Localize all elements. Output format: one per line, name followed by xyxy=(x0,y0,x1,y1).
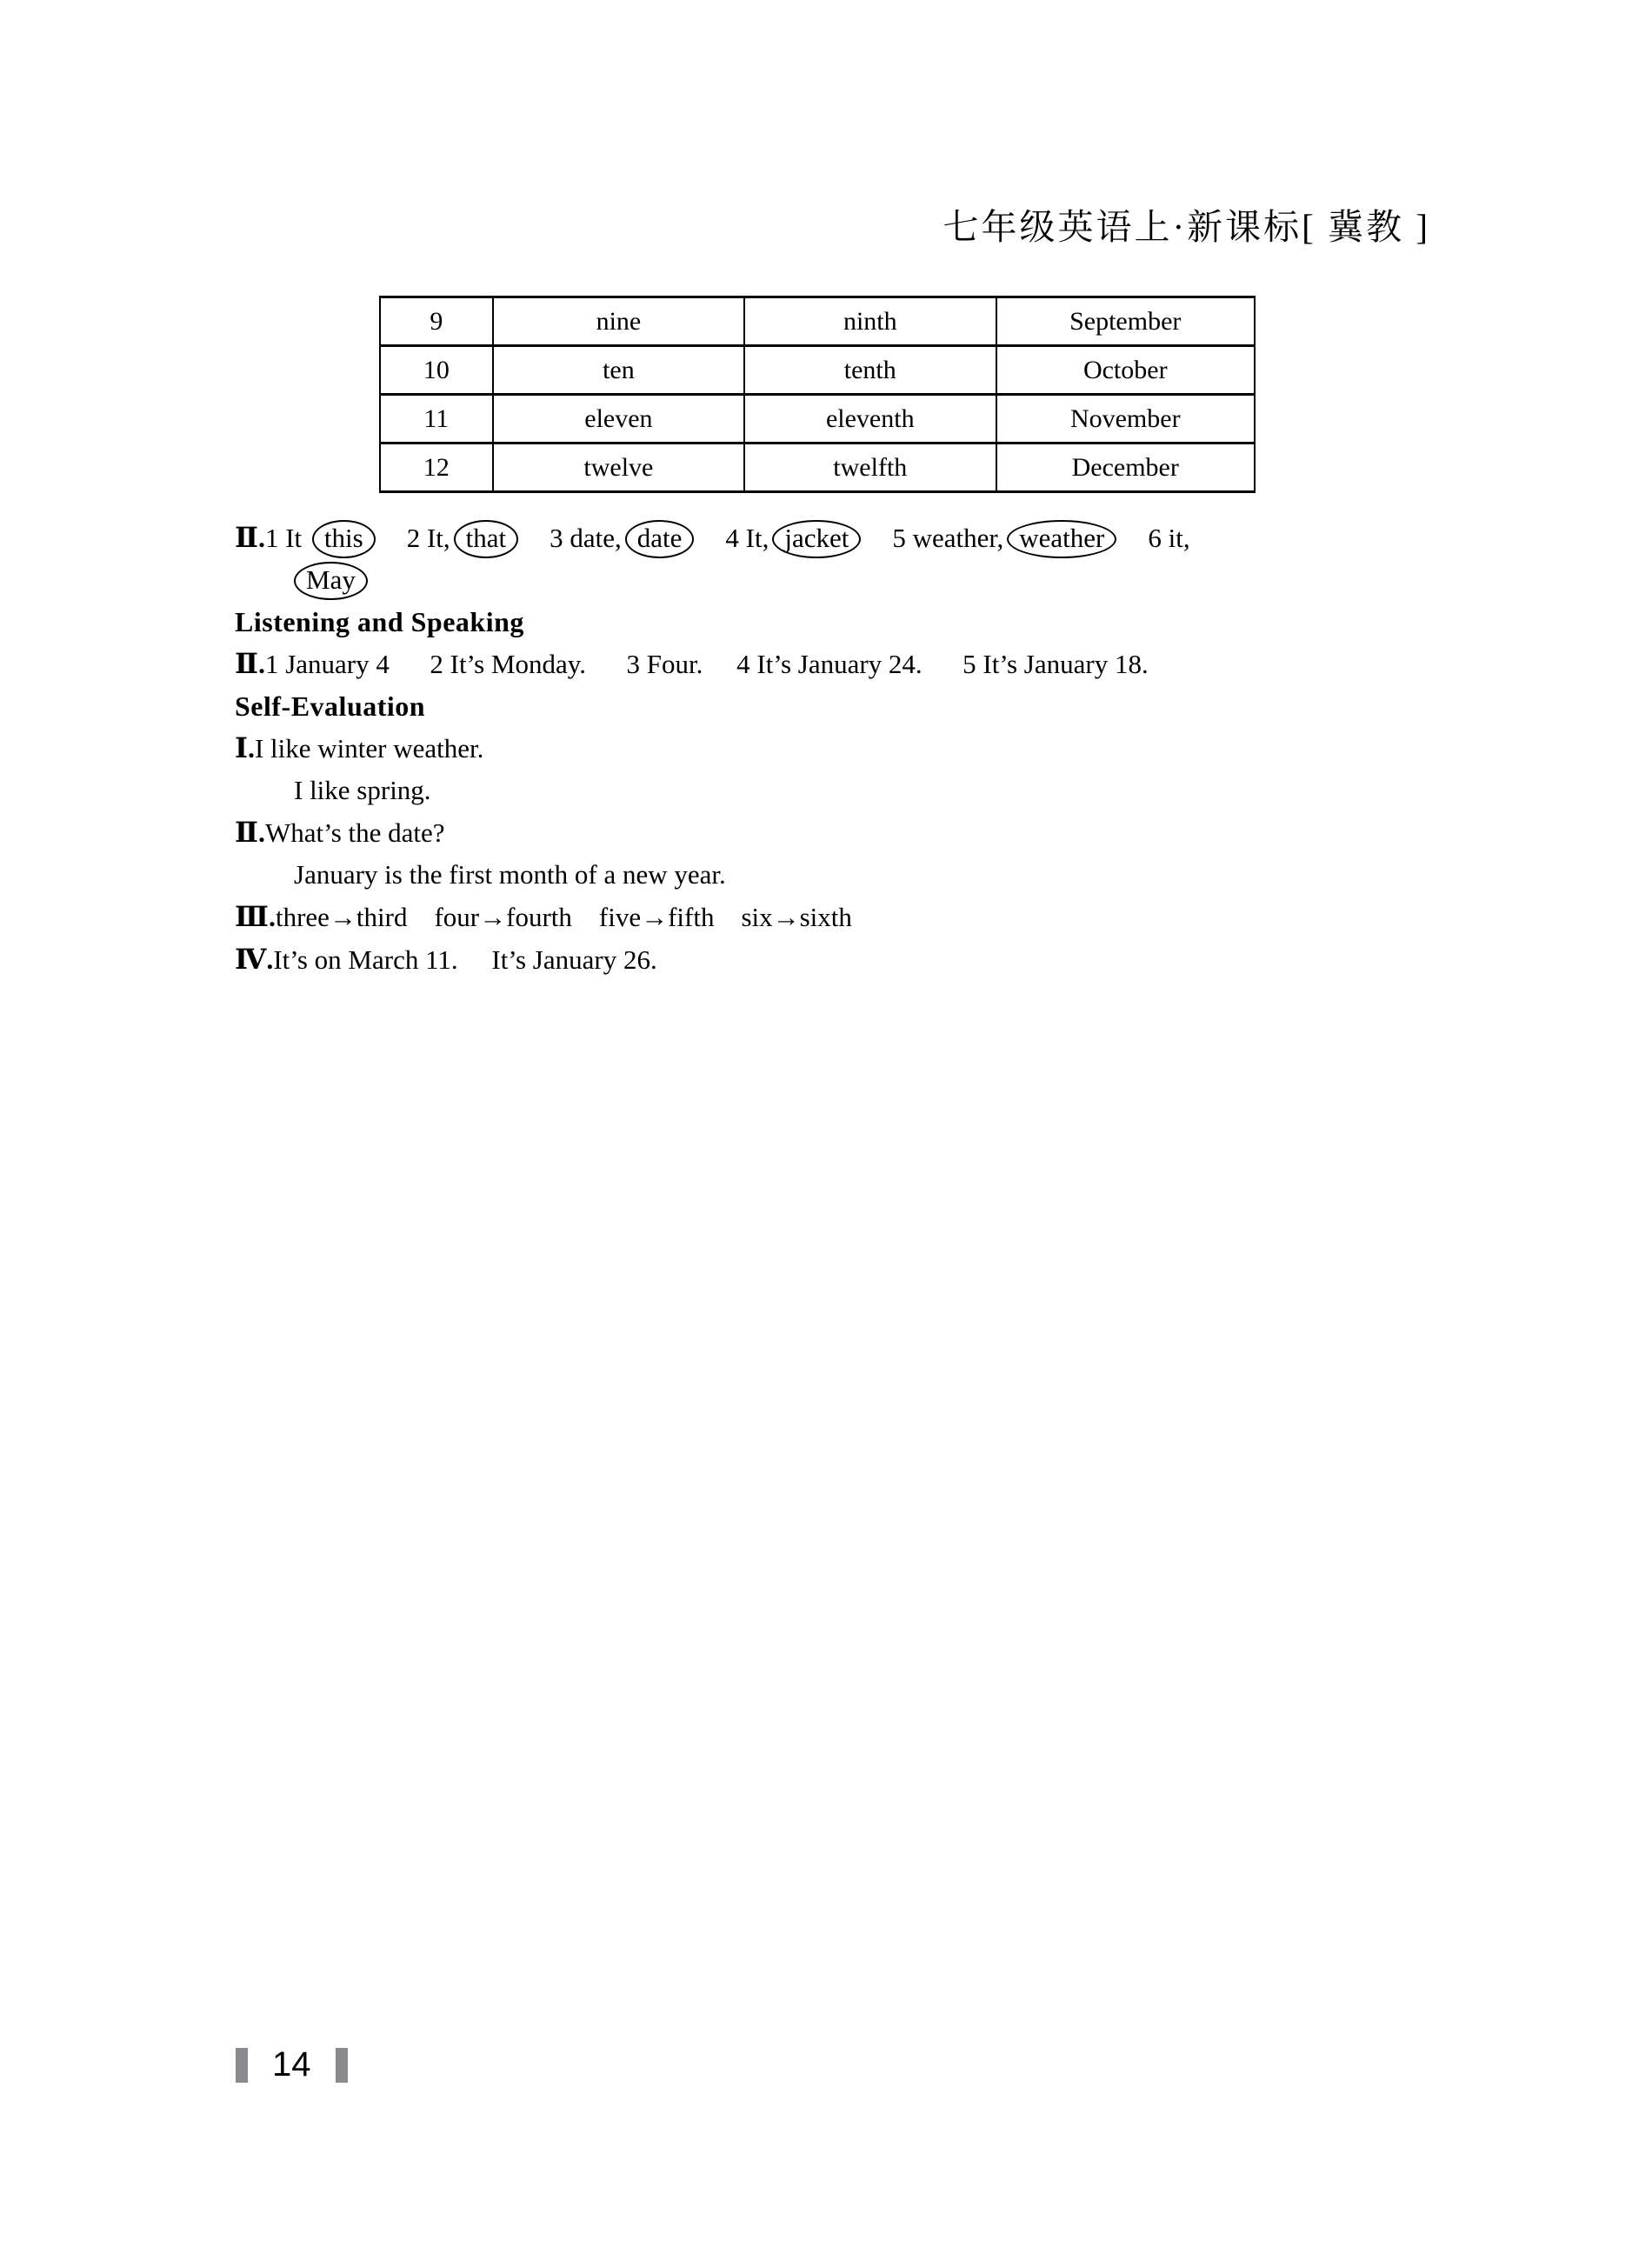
fill-item-text: 4 It, xyxy=(725,523,769,553)
table-cell: 11 xyxy=(380,395,493,443)
table-cell: nine xyxy=(493,297,744,346)
circled-word: that xyxy=(454,520,519,558)
fill-exercise-line xyxy=(235,517,1426,559)
table-row xyxy=(380,346,1255,395)
exercise-numeral: Ⅰ. xyxy=(235,732,255,764)
table-cell: 9 xyxy=(380,297,493,346)
fill-item-text: 2 It, xyxy=(406,523,450,553)
table-cell: tenth xyxy=(744,346,996,395)
fill-item xyxy=(550,517,694,559)
answer-continuation-line xyxy=(294,854,1426,896)
exercise-numeral: Ⅱ. xyxy=(235,522,265,553)
answer-continuation-line xyxy=(294,770,1426,811)
table-cell: October xyxy=(996,346,1256,395)
table-cell: 10 xyxy=(380,346,493,395)
table-cell: twelve xyxy=(493,443,744,492)
table-cell: December xyxy=(996,443,1256,492)
circled-word: this xyxy=(312,520,376,558)
table-row xyxy=(380,395,1255,443)
answer-line xyxy=(235,811,1426,854)
fill-item xyxy=(1148,517,1189,559)
table-row xyxy=(380,443,1255,492)
answer-text: three→third four→fourth five→fifth six→sixth xyxy=(275,902,852,932)
answer-line xyxy=(235,896,1426,938)
answer-text: It’s on March 11. It’s January 26. xyxy=(273,944,657,975)
table-cell: eleven xyxy=(493,395,744,443)
table-cell: ninth xyxy=(744,297,996,346)
table-cell: eleventh xyxy=(744,395,996,443)
circled-word: weather xyxy=(1007,520,1116,558)
answers-body xyxy=(235,517,1426,981)
section-heading-listening: Listening and Speaking xyxy=(235,606,524,637)
exercise-numeral: Ⅲ. xyxy=(235,901,276,932)
answer-line xyxy=(235,938,1426,981)
answer-text: What’s the date? xyxy=(264,817,445,848)
answer-text: I like winter weather. xyxy=(254,733,484,764)
table-cell: twelfth xyxy=(744,443,996,492)
answer-line xyxy=(235,727,1426,770)
fill-item-text: 6 it, xyxy=(1148,523,1190,553)
page-margin-bar-right xyxy=(336,2048,348,2083)
section-heading-selfeval: Self-Evaluation xyxy=(235,690,426,722)
fill-item xyxy=(725,517,861,559)
page-number: 14 xyxy=(272,2045,311,2084)
circled-word: May xyxy=(294,562,368,600)
table-row xyxy=(380,297,1255,346)
fill-item-text: 5 weather, xyxy=(892,523,1004,553)
circled-word: date xyxy=(625,520,695,558)
answer-line xyxy=(235,643,1426,685)
exercise-numeral: Ⅱ. xyxy=(235,648,265,679)
table-cell: 12 xyxy=(380,443,493,492)
exercise-numeral: Ⅳ. xyxy=(235,944,274,975)
fill-item xyxy=(892,517,1116,559)
answer-text: January is the first month of a new year. xyxy=(294,859,726,890)
page-margin-bar-left xyxy=(236,2048,248,2083)
months-table-grid xyxy=(379,296,1256,493)
running-head-title: 七年级英语上·新课标[ 冀教 ] xyxy=(943,207,1430,247)
fill-item-text: 3 date, xyxy=(550,523,622,553)
circled-word: jacket xyxy=(772,520,861,558)
exercise-numeral: Ⅱ. xyxy=(235,817,265,848)
answer-text: I like spring. xyxy=(294,775,431,805)
table-cell: November xyxy=(996,395,1256,443)
fill-item-text: 1 It xyxy=(264,523,309,553)
fill-item xyxy=(265,517,376,559)
fill-exercise-wrapped-line xyxy=(290,559,1426,601)
table-cell: September xyxy=(996,297,1256,346)
months-table xyxy=(379,296,1256,493)
footer-page-number-group xyxy=(236,2045,348,2084)
table-cell: ten xyxy=(493,346,744,395)
answer-text: 1 January 4 2 It’s Monday. 3 Four. 4 It’s January 24. 5 It’s January 18. xyxy=(264,649,1149,679)
fill-item xyxy=(407,517,518,559)
